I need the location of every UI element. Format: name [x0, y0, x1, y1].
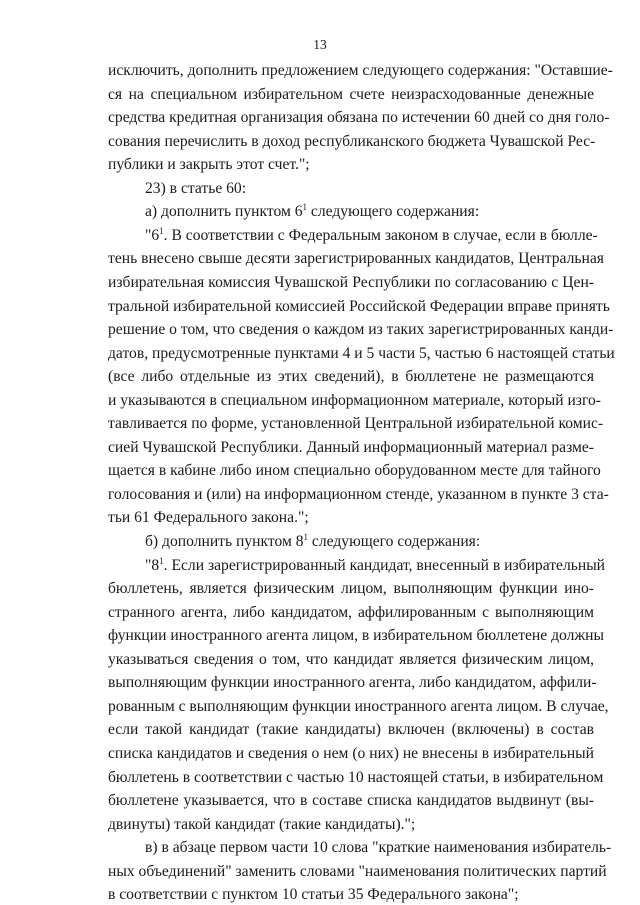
text-line [145, 202, 594, 222]
page-number: 13 [313, 37, 327, 52]
text-line: бюллетень, является физическим лицом, выполняющим функции ино- [108, 580, 594, 598]
text-line: публики и закрыть этот счет."; [108, 156, 310, 174]
line-text: . В соответствии с Федеральным законом в случае, если в бюлле- [163, 226, 598, 244]
line-text: а) дополнить пунктом 6 [145, 203, 303, 221]
text-line [145, 555, 606, 576]
text-line [145, 225, 598, 246]
line-text: следующего содержания: [308, 533, 481, 550]
text-line: списка кандидатов и сведения о нем (о них) не внесены в избирательный [108, 745, 594, 762]
text-line: датов, предусмотренные пунктами 4 и 5 части 5, частью 6 настоящей статьи [108, 344, 615, 362]
text-line: голосования и (или) на информационном стенде, указанном в пункте 3 ста- [108, 485, 609, 503]
text-line: тень внесено свыше десяти зарегистрированных кандидатов, Центральная [108, 250, 604, 268]
superscript-index: 1 [159, 225, 164, 236]
text-line: (все либо отдельные из этих сведений), в бюллетене не размещаются [108, 368, 594, 386]
text-line: странного агента, либо кандидатом, аффилированным с выполняющим [108, 603, 594, 621]
text-line: если такой кандидат (такие кандидаты) включен (включены) в состав [108, 721, 594, 739]
text-line: бюллетень в соответствии с частью 10 настоящей статьи, в избирательном [108, 768, 604, 786]
text-line: ных объединений" заменить словами "наименования политических партий [108, 862, 607, 880]
superscript-index: 1 [302, 202, 308, 213]
text-line: сования перечислить в доход республиканского бюджета Чувашской Рес- [108, 132, 596, 150]
superscript-index: 1 [159, 555, 164, 566]
superscript-index: 1 [303, 532, 309, 542]
text-line: и указываются в специальном информационном материале, который изго- [108, 391, 601, 409]
line-text: следующего содержания: [307, 203, 480, 221]
text-line: рованным с выполняющим функции иностранного агента лицом. В случае, [108, 697, 609, 715]
text-line: выполняющим функции иностранного агента, либо кандидатом, аффили- [108, 674, 597, 692]
text-line: решение о том, что сведения о каждом из таких зарегистрированных канди- [108, 321, 614, 339]
line-text: "6 [145, 226, 160, 244]
text-line: двинуты) такой кандидат (такие кандидаты)."; [108, 815, 416, 833]
text-line: в соответствии с пунктом 10 статьи 35 Федерального закона"; [108, 886, 519, 904]
text-line: 23) в статье 60: [145, 179, 247, 197]
text-line: избирательная комиссия Чувашской Республики по согласованию с Цен- [108, 274, 594, 291]
text-line: в) в абзаце первом части 10 слова "краткие наименования избиратель- [145, 839, 612, 857]
text-line: ся на специальном избирательном счете неизрасходованные денежные [108, 85, 594, 103]
text-line [145, 532, 594, 552]
line-text: . Если зарегистрированный кандидат, внесенный в избирательный [163, 556, 606, 574]
line-text: "8 [145, 556, 160, 574]
text-line: щается в кабине либо ином специально оборудованном месте для тайного [108, 462, 601, 480]
text-line: тральной избирательной комиссией Российской Федерации вправе принять [108, 297, 610, 315]
text-line: тавливается по форме, установленной Центральной избирательной комис- [108, 415, 604, 433]
text-line: указываться сведения о том, что кандидат является физическим лицом, [108, 650, 594, 668]
text-line: бюллетене указывается, что в составе списка кандидатов выдвинут (вы- [108, 792, 594, 810]
text-line: сией Чувашской Республики. Данный информационный материал разме- [108, 438, 594, 456]
text-line: функции иностранного агента лицом, в избирательном бюллетене должны [108, 627, 604, 645]
line-text: б) дополнить пунктом 8 [145, 533, 304, 550]
text-line: исключить, дополнить предложением следующего содержания: "Оставшие- [108, 62, 613, 79]
text-line: тьи 61 Федерального закона."; [108, 509, 309, 527]
text-line: средства кредитная организация обязана по истечении 60 дней со дня голо- [108, 109, 610, 127]
